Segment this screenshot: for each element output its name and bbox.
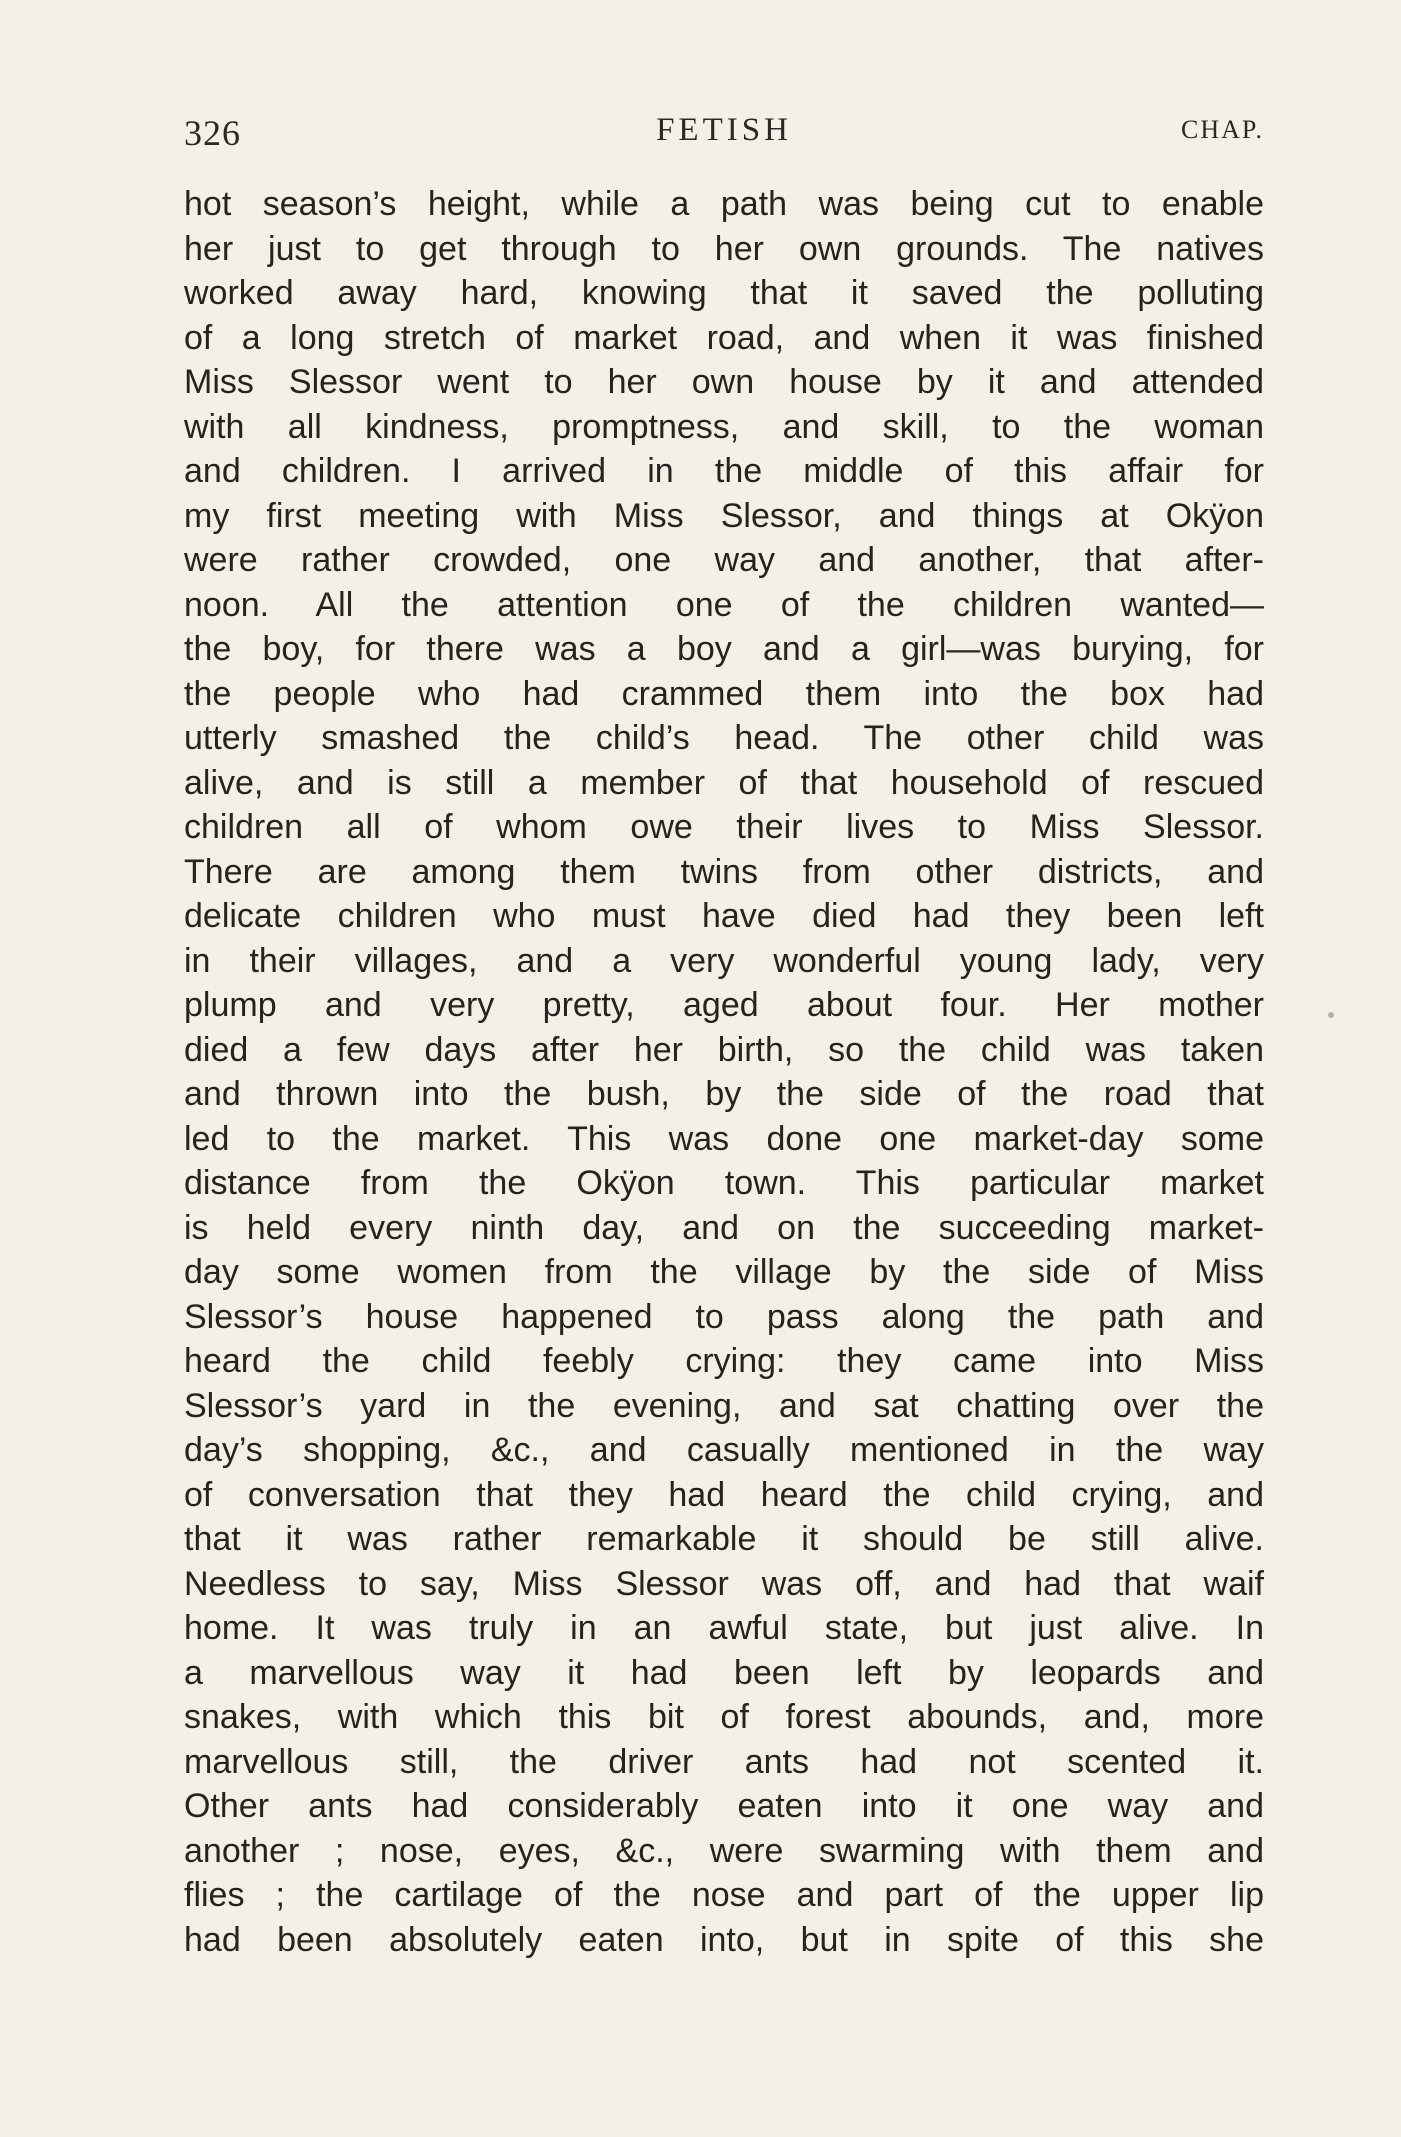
text-line: Miss Slessor went to her own house by it and attended	[184, 363, 1264, 401]
text-line: Needless to say, Miss Slessor was off, and had that waif	[184, 1564, 1264, 1603]
text-line: is held every ninth day, and on the succeeding market-	[184, 1208, 1264, 1247]
text-line: of a long stretch of market road, and when it was finished	[184, 318, 1264, 357]
text-line: utterly smashed the child’s head. The other child was	[184, 719, 1264, 757]
text-line: plump and very pretty, aged about four. Her mother	[184, 986, 1264, 1024]
text-line: There are among them twins from other districts, and	[184, 852, 1264, 891]
text-line: with all kindness, promptness, and skill, to the woman	[184, 407, 1264, 446]
text-line: Other ants had considerably eaten into it one way and	[184, 1787, 1264, 1825]
text-line: that it was rather remarkable it should be still alive.	[184, 1520, 1264, 1558]
text-line: worked away hard, knowing that it saved the polluting	[184, 274, 1264, 312]
text-line: her just to get through to her own grounds. The natives	[184, 229, 1264, 268]
page-number: 326	[184, 113, 241, 153]
text-line: of conversation that they had heard the child crying, and	[184, 1475, 1264, 1514]
text-line: had been absolutely eaten into, but in spite of this she	[184, 1920, 1264, 1959]
text-line: noon. All the attention one of the children wanted—	[184, 585, 1264, 624]
running-head	[184, 112, 1264, 162]
text-line: distance from the Okÿon town. This particular market	[184, 1164, 1264, 1202]
text-line: day’s shopping, &c., and casually mentioned in the way	[184, 1431, 1264, 1469]
text-line: hot season’s height, while a path was being cut to enable	[184, 185, 1264, 223]
text-line: Slessor’s yard in the evening, and sat chatting over the	[184, 1386, 1264, 1425]
text-line: were rather crowded, one way and another, that after-	[184, 541, 1264, 579]
text-line: the boy, for there was a boy and a girl—was burying, for	[184, 630, 1264, 668]
running-title: FETISH	[656, 112, 792, 148]
text-line: heard the child feebly crying: they came into Miss	[184, 1342, 1264, 1380]
text-line: the people who had crammed them into the box had	[184, 674, 1264, 713]
text-line: children all of whom owe their lives to Miss Slessor.	[184, 808, 1264, 846]
chapter-label: CHAP.	[1181, 115, 1264, 144]
text-line: a marvellous way it had been left by leopards and	[184, 1653, 1264, 1692]
text-line: snakes, with which this bit of forest abounds, and, more	[184, 1698, 1264, 1736]
text-line: flies ; the cartilage of the nose and part of the upper lip	[184, 1876, 1264, 1914]
text-line: Slessor’s house happened to pass along the path and	[184, 1297, 1264, 1336]
body-text	[184, 182, 1264, 1962]
text-line: died a few days after her birth, so the child was taken	[184, 1030, 1264, 1069]
text-line: another ; nose, eyes, &c., were swarming with them and	[184, 1831, 1264, 1870]
text-line: alive, and is still a member of that household of rescued	[184, 763, 1264, 802]
text-line: in their villages, and a very wonderful young lady, very	[184, 941, 1264, 980]
text-line: marvellous still, the driver ants had not scented it.	[184, 1742, 1264, 1781]
text-line: led to the market. This was done one market-day some	[184, 1119, 1264, 1158]
text-line: and thrown into the bush, by the side of the road that	[184, 1075, 1264, 1113]
text-line: my first meeting with Miss Slessor, and things at Okÿon	[184, 496, 1264, 535]
text-line: and children. I arrived in the middle of this affair for	[184, 452, 1264, 490]
text-line: delicate children who must have died had they been left	[184, 897, 1264, 935]
text-line: day some women from the village by the side of Miss	[184, 1253, 1264, 1291]
margin-speck	[1328, 1012, 1334, 1018]
text-line: home. It was truly in an awful state, but just alive. In	[184, 1609, 1264, 1647]
